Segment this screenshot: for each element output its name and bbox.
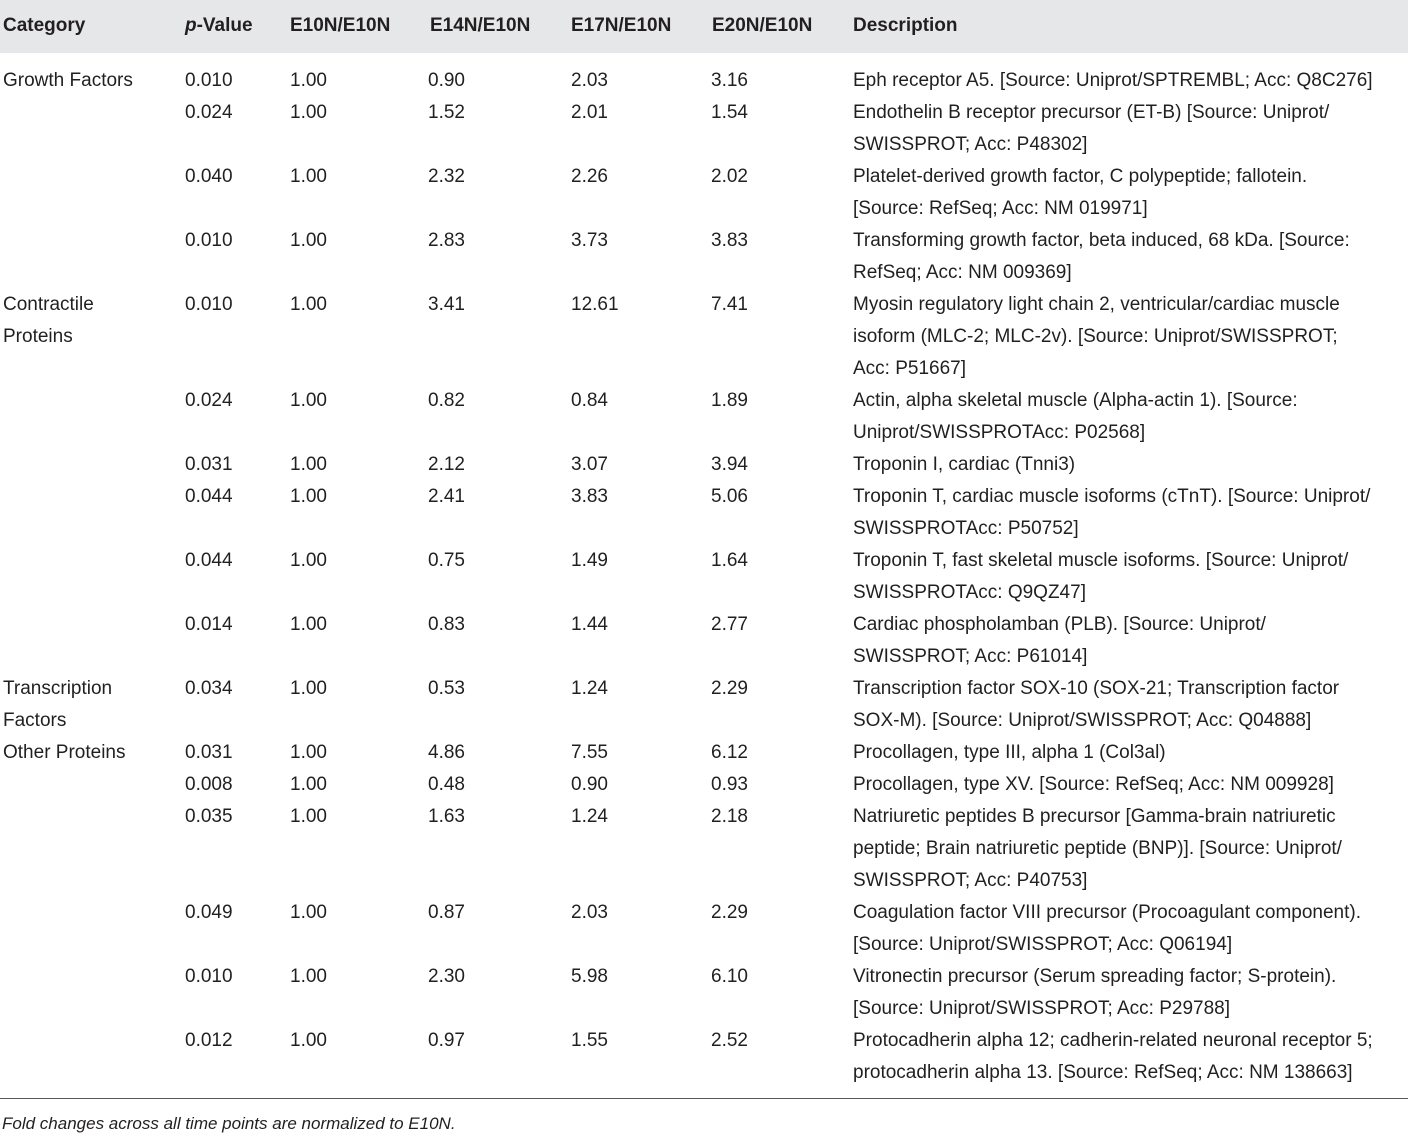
cell-description: RefSeq; Acc: NM 009369] [853,262,1072,283]
cell-e20: 2.18 [711,806,748,827]
cell-e17: 1.44 [571,614,608,635]
cell-e17: 1.49 [571,550,608,571]
cell-e14: 1.52 [428,102,465,123]
cell-description: Eph receptor A5. [Source: Uniprot/SPTREMBL; Acc: Q8C276] [853,70,1373,91]
cell-e20: 1.54 [711,102,748,123]
cell-e14: 0.48 [428,774,465,795]
cell-e14: 2.12 [428,454,465,475]
cell-e14: 0.90 [428,70,465,91]
cell-e17: 3.83 [571,486,608,507]
cell-description: Troponin T, fast skeletal muscle isoforms. [Source: Uniprot/ [853,550,1349,571]
cell-e20: 1.89 [711,390,748,411]
cell-description: [Source: Uniprot/SWISSPROT; Acc: P29788] [853,998,1230,1019]
cell-description: SOX-M). [Source: Uniprot/SWISSPROT; Acc: Q04888] [853,710,1312,731]
cell-e20: 5.06 [711,486,748,507]
cell-description: [Source: Uniprot/SWISSPROT; Acc: Q06194] [853,934,1233,955]
cell-description: Cardiac phospholamban (PLB). [Source: Uniprot/ [853,614,1266,635]
cell-pvalue: 0.010 [185,70,233,91]
cell-e20: 7.41 [711,294,748,315]
cell-pvalue: 0.008 [185,774,233,795]
cell-e14: 4.86 [428,742,465,763]
cell-description: [Source: RefSeq; Acc: NM 019971] [853,198,1148,219]
cell-description: Uniprot/SWISSPROTAcc: P02568] [853,422,1146,443]
cell-e14: 3.41 [428,294,465,315]
cell-pvalue: 0.010 [185,294,233,315]
header-e17: E17N/E10N [571,15,672,36]
cell-description: Endothelin B receptor precursor (ET-B) [Source: Uniprot/ [853,102,1330,123]
cell-description: Transcription factor SOX-10 (SOX-21; Transcription factor [853,678,1340,699]
cell-e20: 6.12 [711,742,748,763]
cell-pvalue: 0.012 [185,1030,233,1051]
cell-e10: 1.00 [290,550,327,571]
header-e20: E20N/E10N [712,15,813,36]
cell-e10: 1.00 [290,390,327,411]
cell-pvalue: 0.014 [185,614,233,635]
cell-e10: 1.00 [290,70,327,91]
cell-pvalue: 0.010 [185,966,233,987]
cell-pvalue: 0.024 [185,390,233,411]
cell-e14: 2.83 [428,230,465,251]
bottom-rule [0,1098,1408,1099]
cell-e14: 0.82 [428,390,465,411]
cell-e14: 0.97 [428,1030,465,1051]
cell-e14: 2.32 [428,166,465,187]
cell-e10: 1.00 [290,678,327,699]
header-e14: E14N/E10N [430,15,531,36]
cell-e10: 1.00 [290,166,327,187]
cell-description: Transforming growth factor, beta induced, 68 kDa. [Source: [853,230,1350,251]
cell-description: Procollagen, type XV. [Source: RefSeq; Acc: NM 009928] [853,774,1334,795]
cell-pvalue: 0.044 [185,550,233,571]
cell-e20: 2.29 [711,678,748,699]
cell-description: SWISSPROT; Acc: P48302] [853,134,1088,155]
cell-description: Protocadherin alpha 12; cadherin-related neuronal receptor 5; [853,1030,1373,1051]
cell-e20: 2.02 [711,166,748,187]
cell-e17: 1.24 [571,806,608,827]
cell-e17: 2.26 [571,166,608,187]
cell-e14: 0.75 [428,550,465,571]
cell-e20: 6.10 [711,966,748,987]
cell-e17: 1.24 [571,678,608,699]
cell-category: Growth Factors [3,70,133,91]
cell-e17: 3.73 [571,230,608,251]
cell-category: Other Proteins [3,742,126,763]
cell-e10: 1.00 [290,806,327,827]
cell-description: peptide; Brain natriuretic peptide (BNP)]. [Source: Uniprot/ [853,838,1342,859]
cell-e20: 3.83 [711,230,748,251]
cell-description: isoform (MLC-2; MLC-2v). [Source: Uniprot/SWISSPROT; [853,326,1338,347]
cell-description: Coagulation factor VIII precursor (Procoagulant component). [853,902,1361,923]
cell-description: Troponin T, cardiac muscle isoforms (cTnT). [Source: Uniprot/ [853,486,1371,507]
header-e10: E10N/E10N [290,15,391,36]
cell-e17: 2.01 [571,102,608,123]
cell-category: Proteins [3,326,73,347]
header-pvalue [185,14,253,38]
cell-e10: 1.00 [290,294,327,315]
table-header [0,0,1408,53]
cell-description: Natriuretic peptides B precursor [Gamma-brain natriuretic [853,806,1336,827]
cell-description: Acc: P51667] [853,358,967,379]
cell-e14: 2.41 [428,486,465,507]
cell-pvalue: 0.024 [185,102,233,123]
cell-e20: 0.93 [711,774,748,795]
cell-pvalue: 0.044 [185,486,233,507]
header-pvalue-p: p [185,15,197,36]
table-footnote: Fold changes across all time points are normalized to E10N. [2,1114,456,1133]
cell-e20: 2.77 [711,614,748,635]
cell-description: SWISSPROTAcc: P50752] [853,518,1079,539]
cell-e10: 1.00 [290,1030,327,1051]
cell-e14: 0.87 [428,902,465,923]
cell-category: Transcription [3,678,113,699]
cell-e20: 2.52 [711,1030,748,1051]
cell-e10: 1.00 [290,486,327,507]
cell-e14: 0.83 [428,614,465,635]
cell-e10: 1.00 [290,774,327,795]
cell-e20: 1.64 [711,550,748,571]
cell-pvalue: 0.010 [185,230,233,251]
cell-e17: 2.03 [571,902,608,923]
cell-pvalue: 0.031 [185,742,233,763]
cell-category: Contractile [3,294,94,315]
cell-description: Vitronectin precursor (Serum spreading factor; S-protein). [853,966,1337,987]
cell-e10: 1.00 [290,742,327,763]
cell-e14: 1.63 [428,806,465,827]
cell-description: SWISSPROT; Acc: P40753] [853,870,1088,891]
cell-description: SWISSPROTAcc: Q9QZ47] [853,582,1086,603]
cell-description: SWISSPROT; Acc: P61014] [853,646,1088,667]
cell-e17: 12.61 [571,294,619,315]
cell-e14: 0.53 [428,678,465,699]
cell-e17: 1.55 [571,1030,608,1051]
cell-pvalue: 0.034 [185,678,233,699]
header-category: Category [3,15,86,36]
cell-e20: 3.16 [711,70,748,91]
cell-description: Troponin I, cardiac (Tnni3) [853,454,1076,475]
cell-e20: 2.29 [711,902,748,923]
cell-e17: 0.84 [571,390,608,411]
cell-category: Factors [3,710,67,731]
cell-e17: 2.03 [571,70,608,91]
cell-e14: 2.30 [428,966,465,987]
cell-e10: 1.00 [290,614,327,635]
cell-e17: 7.55 [571,742,608,763]
cell-description: Procollagen, type III, alpha 1 (Col3al) [853,742,1166,763]
cell-e17: 3.07 [571,454,608,475]
cell-description: Platelet-derived growth factor, C polypeptide; fallotein. [853,166,1308,187]
cell-e10: 1.00 [290,454,327,475]
header-pvalue-rest: -Value [196,15,253,36]
cell-e10: 1.00 [290,902,327,923]
cell-e10: 1.00 [290,102,327,123]
cell-e17: 0.90 [571,774,608,795]
header-description: Description [853,15,958,36]
cell-pvalue: 0.040 [185,166,233,187]
cell-e20: 3.94 [711,454,748,475]
cell-e17: 5.98 [571,966,608,987]
cell-description: Actin, alpha skeletal muscle (Alpha-actin 1). [Source: [853,390,1298,411]
cell-description: protocadherin alpha 13. [Source: RefSeq; Acc: NM 138663] [853,1062,1353,1083]
cell-description: Myosin regulatory light chain 2, ventricular/cardiac muscle [853,294,1340,315]
cell-e10: 1.00 [290,230,327,251]
cell-e10: 1.00 [290,966,327,987]
cell-pvalue: 0.031 [185,454,233,475]
cell-pvalue: 0.035 [185,806,233,827]
cell-pvalue: 0.049 [185,902,233,923]
